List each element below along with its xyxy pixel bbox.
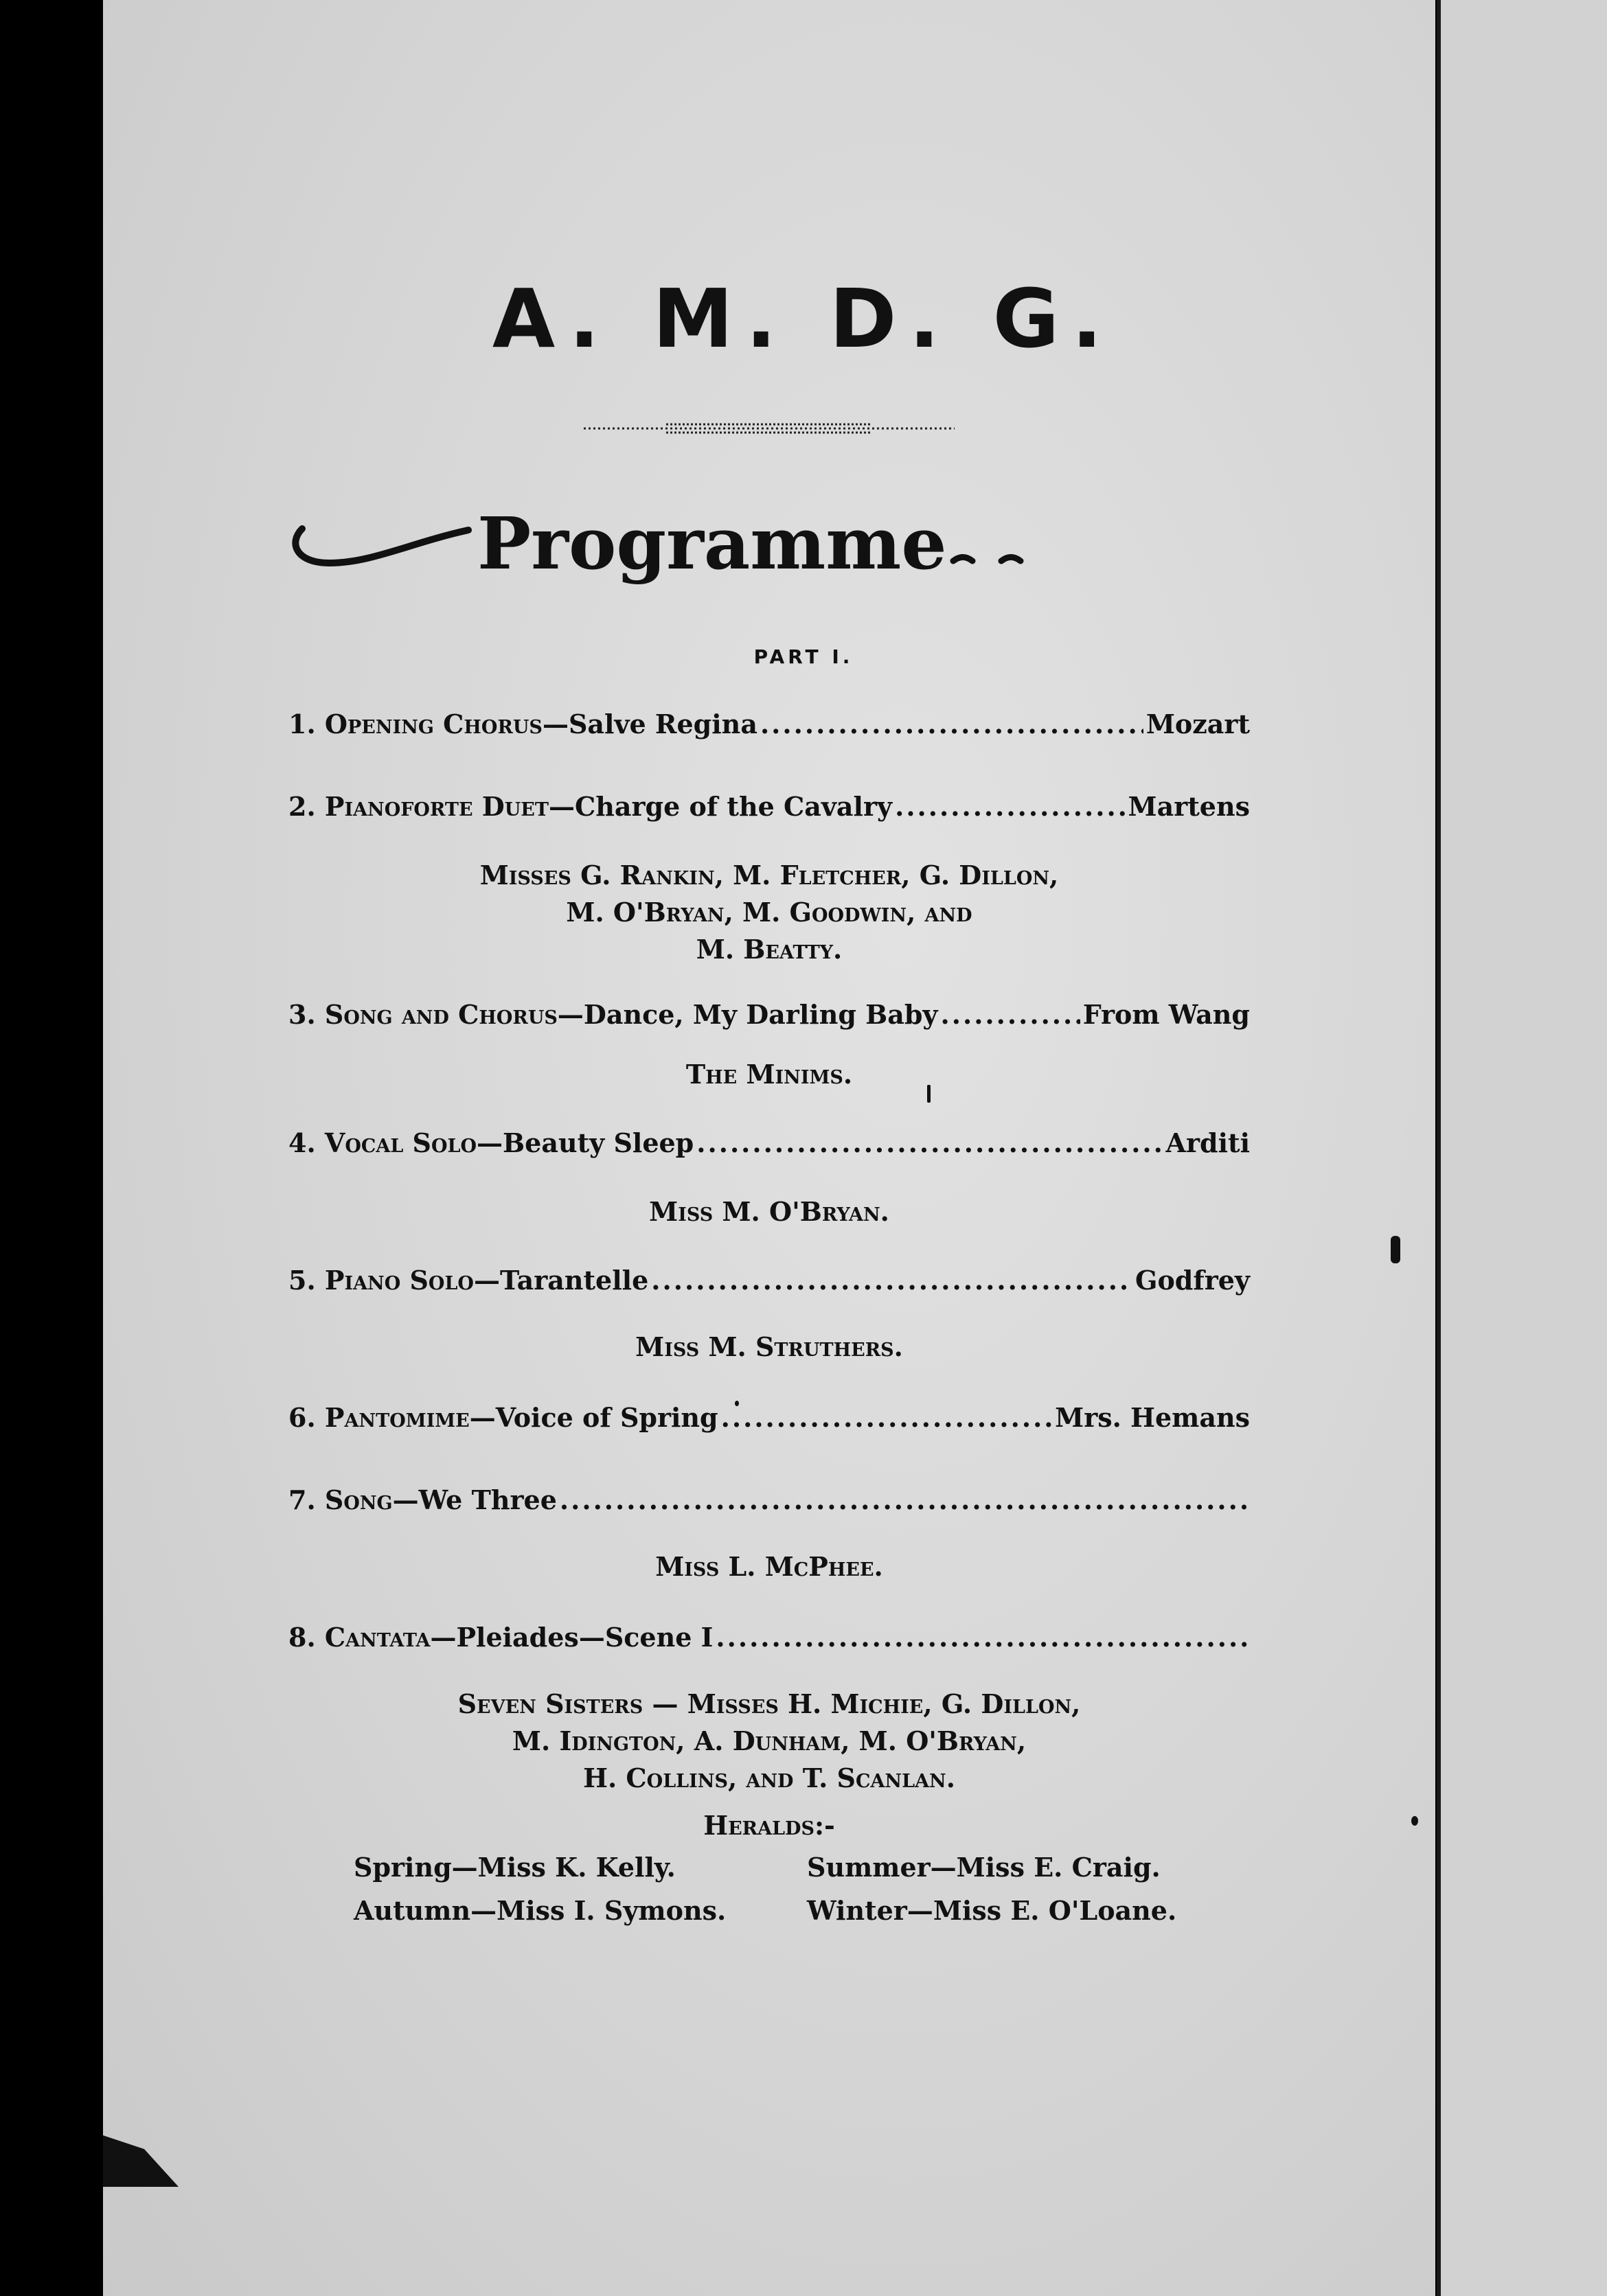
torn-corner-mark [103, 2122, 199, 2190]
item-title: Charge of the Cavalry [574, 791, 893, 822]
item-number: 4. [288, 1127, 316, 1158]
dot-leader [696, 1127, 1163, 1158]
item-credit: Mozart [1146, 709, 1250, 739]
part-label: PART I. [753, 645, 854, 668]
item-credit: Godfrey [1135, 1265, 1250, 1296]
performers-item-7: Miss L. McPhee. [655, 1551, 883, 1582]
scan-speck [927, 1085, 931, 1103]
herald-spring: Spring—Miss K. Kelly. [354, 1852, 676, 1883]
programme-item-4: 4. Vocal Solo—Beauty Sleep ..... Arditi [288, 1127, 1250, 1169]
programme-item-1: 1. Opening Chorus—Salve Regina ..... Mozart [288, 709, 1250, 750]
item-title: Salve Regina [568, 709, 757, 739]
programme-title-block [288, 501, 1113, 611]
item-number: 8. [288, 1622, 316, 1653]
page-heading: A. M. D. G. [492, 271, 1115, 366]
item-number: 5. [288, 1265, 316, 1296]
performers-item-3: The Minims. [685, 1059, 853, 1090]
item-number: 7. [288, 1484, 316, 1515]
performer-line: H. Collins, and T. Scanlan. [583, 1763, 955, 1793]
programme-item-5: 5. Piano Solo—Tarantelle ..... Godfrey [288, 1265, 1250, 1306]
programme-item-7: 7. Song—We Three ..... [288, 1484, 1250, 1526]
item-credit: Mrs. Hemans [1055, 1402, 1250, 1433]
performers-item-2 [288, 857, 1250, 968]
item-title: Pleiades—Scene I [456, 1622, 714, 1653]
programme-title: Programme [477, 501, 947, 586]
ornamental-divider [584, 420, 955, 437]
item-credit: Arditi [1165, 1127, 1250, 1158]
item-title: Tarantelle [499, 1265, 649, 1296]
item-number: 6. [288, 1402, 316, 1433]
scan-speck [1391, 1236, 1400, 1263]
performers-item-4: Miss M. O'Bryan. [649, 1196, 889, 1227]
item-number: 3. [288, 999, 316, 1030]
item-type: Vocal Solo [324, 1127, 477, 1158]
dot-leader [760, 709, 1143, 739]
performer-line: Misses G. Rankin, M. Fletcher, G. Dillon, [479, 860, 1059, 891]
item-title: We Three [418, 1484, 557, 1515]
dot-leader [560, 1484, 1247, 1515]
herald-summer: Summer—Miss E. Craig. [807, 1852, 1161, 1883]
item-type: Piano Solo [324, 1265, 474, 1296]
item-type: Song [324, 1484, 393, 1515]
performers-item-5: Miss M. Struthers. [635, 1331, 903, 1362]
item-credit: From Wang [1082, 999, 1250, 1030]
programme-item-3: 3. Song and Chorus—Dance, My Darling Baby ..... From Wang [288, 999, 1250, 1040]
flourish-dashes-icon [948, 551, 1044, 571]
dot-leader [721, 1402, 1052, 1433]
performer-line: M. O'Bryan, M. Goodwin, and [566, 897, 972, 928]
item-credit: Martens [1128, 791, 1250, 822]
programme-item-2: 2. Pianoforte Duet—Charge of the Cavalry ..... Martens [288, 791, 1250, 832]
dot-leader [651, 1265, 1132, 1296]
item-type: Song and Chorus [324, 999, 558, 1030]
heralds-row-1 [343, 1852, 1236, 1890]
item-title: Dance, My Darling Baby [583, 999, 938, 1030]
item-title: Voice of Spring [495, 1402, 718, 1433]
dot-leader [716, 1622, 1247, 1653]
performer-line: M. Beatty. [696, 934, 843, 965]
item-type: Pianoforte Duet [324, 791, 549, 822]
performer-line: M. Idington, A. Dunham, M. O'Bryan, [512, 1725, 1027, 1756]
herald-autumn: Autumn—Miss I. Symons. [354, 1895, 727, 1926]
scan-speck [735, 1401, 739, 1406]
heralds-label: Heralds:- [703, 1810, 835, 1841]
performer-line: Seven Sisters — Misses H. Michie, G. Dillon, [457, 1688, 1081, 1719]
performers-item-8 [288, 1686, 1250, 1797]
heralds-row-2 [343, 1895, 1236, 1933]
programme-item-8: 8. Cantata—Pleiades—Scene I ..... [288, 1622, 1250, 1663]
scan-speck [1411, 1816, 1418, 1826]
programme-item-6: 6. Pantomime—Voice of Spring ..... Mrs. Hemans [288, 1402, 1250, 1443]
herald-winter: Winter—Miss E. O'Loane. [807, 1895, 1177, 1926]
item-type: Cantata [324, 1622, 431, 1653]
item-type: Pantomime [324, 1402, 470, 1433]
item-title: Beauty Sleep [503, 1127, 694, 1158]
dot-leader [895, 791, 1125, 822]
item-type: Opening Chorus [324, 709, 543, 739]
item-number: 2. [288, 791, 316, 822]
flourish-swash-icon [288, 515, 474, 577]
item-number: 1. [288, 709, 316, 739]
dot-leader [941, 999, 1080, 1030]
